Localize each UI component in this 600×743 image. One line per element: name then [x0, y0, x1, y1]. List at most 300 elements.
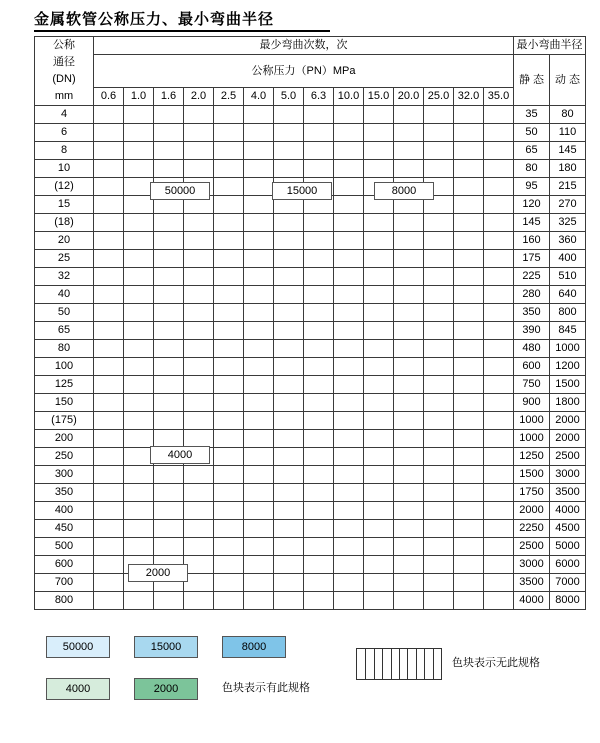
- matrix-cell: [394, 340, 424, 358]
- matrix-cell: [244, 574, 274, 592]
- matrix-cell: [364, 268, 394, 286]
- matrix-cell: [184, 106, 214, 124]
- matrix-cell: [274, 250, 304, 268]
- matrix-cell: [484, 178, 514, 196]
- matrix-cell: [364, 376, 394, 394]
- row-dn-40: 40: [35, 286, 94, 304]
- legend-swatch-2000: 2000: [134, 678, 198, 700]
- row-dynamic-radius: 7000: [550, 574, 586, 592]
- table-row: [35, 394, 586, 412]
- row-static-radius: 1750: [514, 484, 550, 502]
- row-static-radius: 145: [514, 214, 550, 232]
- matrix-cell: [124, 448, 154, 466]
- matrix-cell: [244, 358, 274, 376]
- matrix-cell: [214, 520, 244, 538]
- header-pressure-35.0: 35.0: [484, 88, 514, 106]
- row-dn-125: 125: [35, 376, 94, 394]
- matrix-cell: [154, 142, 184, 160]
- row-dn-4: 4: [35, 106, 94, 124]
- matrix-cell: [124, 520, 154, 538]
- table-row: [35, 268, 586, 286]
- matrix-cell: [364, 502, 394, 520]
- matrix-cell: [364, 250, 394, 268]
- matrix-cell: [214, 502, 244, 520]
- matrix-cell: [424, 268, 454, 286]
- row-dn-500: 500: [35, 538, 94, 556]
- row-dynamic-radius: 1200: [550, 358, 586, 376]
- matrix-cell: [454, 556, 484, 574]
- matrix-cell: [424, 394, 454, 412]
- row-static-radius: 600: [514, 358, 550, 376]
- matrix-cell: [454, 484, 484, 502]
- matrix-cell: [184, 520, 214, 538]
- matrix-cell: [394, 124, 424, 142]
- matrix-cell: [484, 196, 514, 214]
- table-row: [35, 502, 586, 520]
- matrix-cell: [154, 376, 184, 394]
- matrix-cell: [364, 340, 394, 358]
- matrix-cell: [94, 448, 124, 466]
- matrix-cell: [304, 466, 334, 484]
- header-pressure-1.0: 1.0: [124, 88, 154, 106]
- row-static-radius: 1000: [514, 430, 550, 448]
- matrix-cell: [304, 322, 334, 340]
- matrix-cell: [304, 520, 334, 538]
- matrix-cell: [214, 466, 244, 484]
- legend-swatch-50000: 50000: [46, 636, 110, 658]
- matrix-cell: [184, 484, 214, 502]
- matrix-cell: [154, 340, 184, 358]
- row-dynamic-radius: 270: [550, 196, 586, 214]
- matrix-cell: [394, 376, 424, 394]
- matrix-cell: [184, 502, 214, 520]
- matrix-cell: [334, 340, 364, 358]
- matrix-cell: [124, 124, 154, 142]
- matrix-cell: [424, 466, 454, 484]
- matrix-cell: [184, 430, 214, 448]
- matrix-cell: [124, 538, 154, 556]
- legend-note-empty: 色块表示无此规格: [452, 657, 540, 669]
- row-dynamic-radius: 640: [550, 286, 586, 304]
- matrix-cell: [364, 448, 394, 466]
- row-static-radius: 2500: [514, 538, 550, 556]
- row-dn-80: 80: [35, 340, 94, 358]
- matrix-cell: [184, 286, 214, 304]
- matrix-cell: [304, 484, 334, 502]
- matrix-cell: [484, 376, 514, 394]
- matrix-cell: [484, 124, 514, 142]
- row-static-radius: 900: [514, 394, 550, 412]
- matrix-cell: [154, 322, 184, 340]
- matrix-cell: [334, 232, 364, 250]
- header-pressure-4.0: 4.0: [244, 88, 274, 106]
- matrix-cell: [394, 214, 424, 232]
- matrix-cell: [154, 466, 184, 484]
- row-dn-450: 450: [35, 520, 94, 538]
- matrix-cell: [214, 124, 244, 142]
- matrix-cell: [484, 268, 514, 286]
- table-row: [35, 556, 586, 574]
- table-row: [35, 142, 586, 160]
- row-static-radius: 95: [514, 178, 550, 196]
- matrix-cell: [484, 232, 514, 250]
- matrix-cell: [424, 250, 454, 268]
- matrix-cell: [304, 574, 334, 592]
- matrix-cell: [94, 214, 124, 232]
- matrix-cell: [214, 538, 244, 556]
- matrix-cell: [364, 484, 394, 502]
- matrix-cell: [424, 538, 454, 556]
- matrix-cell: [154, 394, 184, 412]
- row-dynamic-radius: 1000: [550, 340, 586, 358]
- row-dn-600: 600: [35, 556, 94, 574]
- row-dynamic-radius: 1800: [550, 394, 586, 412]
- row-static-radius: 390: [514, 322, 550, 340]
- matrix-cell: [454, 520, 484, 538]
- matrix-cell: [364, 430, 394, 448]
- matrix-cell: [484, 502, 514, 520]
- matrix-cell: [274, 448, 304, 466]
- row-static-radius: 480: [514, 340, 550, 358]
- matrix-cell: [244, 448, 274, 466]
- matrix-cell: [454, 196, 484, 214]
- legend-hatch-line: [391, 649, 392, 679]
- row-static-radius: 35: [514, 106, 550, 124]
- row-dynamic-radius: 325: [550, 214, 586, 232]
- header-pressure-10.0: 10.0: [334, 88, 364, 106]
- matrix-cell: [124, 340, 154, 358]
- legend-hatch-line: [365, 649, 366, 679]
- matrix-cell: [184, 466, 214, 484]
- matrix-cell: [274, 574, 304, 592]
- matrix-cell: [334, 556, 364, 574]
- row-static-radius: 80: [514, 160, 550, 178]
- matrix-cell: [274, 340, 304, 358]
- matrix-cell: [214, 178, 244, 196]
- table-row: [35, 340, 586, 358]
- matrix-cell: [454, 376, 484, 394]
- legend-hatch-line: [374, 649, 375, 679]
- matrix-cell: [484, 412, 514, 430]
- matrix-cell: [184, 124, 214, 142]
- row-dn-25: 25: [35, 250, 94, 268]
- matrix-cell: [304, 106, 334, 124]
- matrix-cell: [94, 466, 124, 484]
- matrix-cell: [214, 430, 244, 448]
- row-static-radius: 2250: [514, 520, 550, 538]
- matrix-cell: [94, 556, 124, 574]
- matrix-cell: [124, 142, 154, 160]
- matrix-cell: [124, 358, 154, 376]
- matrix-cell: [214, 214, 244, 232]
- legend-swatch-15000: 15000: [134, 636, 198, 658]
- matrix-cell: [184, 304, 214, 322]
- matrix-cell: [244, 484, 274, 502]
- matrix-cell: [94, 106, 124, 124]
- matrix-cell: [94, 142, 124, 160]
- matrix-cell: [244, 286, 274, 304]
- header-pressure-6.3: 6.3: [304, 88, 334, 106]
- matrix-cell: [334, 124, 364, 142]
- matrix-cell: [364, 286, 394, 304]
- matrix-cell: [124, 412, 154, 430]
- matrix-cell: [484, 106, 514, 124]
- row-dynamic-radius: 845: [550, 322, 586, 340]
- matrix-cell: [214, 376, 244, 394]
- row-dn-65: 65: [35, 322, 94, 340]
- legend-hatch-line: [399, 649, 400, 679]
- matrix-cell: [484, 556, 514, 574]
- matrix-cell: [334, 178, 364, 196]
- matrix-cell: [244, 340, 274, 358]
- matrix-cell: [424, 376, 454, 394]
- row-dynamic-radius: 3000: [550, 466, 586, 484]
- matrix-cell: [424, 430, 454, 448]
- matrix-cell: [394, 592, 424, 610]
- row-static-radius: 175: [514, 250, 550, 268]
- header-dn-cell: [35, 37, 94, 106]
- row-static-radius: 4000: [514, 592, 550, 610]
- table-row: [35, 448, 586, 466]
- matrix-cell: [274, 466, 304, 484]
- matrix-cell: [484, 538, 514, 556]
- matrix-cell: [424, 358, 454, 376]
- matrix-cell: [214, 394, 244, 412]
- matrix-cell: [124, 286, 154, 304]
- matrix-cell: [154, 592, 184, 610]
- matrix-cell: [124, 178, 154, 196]
- header-row-1: [35, 37, 586, 55]
- matrix-cell: [364, 106, 394, 124]
- row-dynamic-radius: 6000: [550, 556, 586, 574]
- matrix-cell: [304, 556, 334, 574]
- matrix-cell: [394, 106, 424, 124]
- page-title: 金属软管公称压力、最小弯曲半径: [34, 10, 275, 28]
- matrix-cell: [244, 502, 274, 520]
- matrix-cell: [94, 232, 124, 250]
- matrix-cell: [424, 502, 454, 520]
- matrix-cell: [244, 268, 274, 286]
- matrix-cell: [274, 394, 304, 412]
- matrix-cell: [424, 142, 454, 160]
- matrix-cell: [484, 160, 514, 178]
- matrix-cell: [334, 106, 364, 124]
- row-static-radius: 350: [514, 304, 550, 322]
- table-row: [35, 466, 586, 484]
- matrix-cell: [424, 232, 454, 250]
- matrix-cell: [364, 538, 394, 556]
- matrix-cell: [154, 358, 184, 376]
- header-dn-line-1: 公称: [53, 39, 75, 51]
- matrix-cell: [364, 466, 394, 484]
- matrix-cell: [424, 160, 454, 178]
- row-static-radius: 3000: [514, 556, 550, 574]
- matrix-cell: [394, 232, 424, 250]
- matrix-cell: [94, 340, 124, 358]
- matrix-cell: [484, 430, 514, 448]
- matrix-cell: [184, 538, 214, 556]
- matrix-cell: [244, 196, 274, 214]
- matrix-cell: [94, 430, 124, 448]
- matrix-cell: [124, 592, 154, 610]
- matrix-cell: [424, 574, 454, 592]
- matrix-cell: [364, 520, 394, 538]
- matrix-cell: [304, 376, 334, 394]
- matrix-cell: [304, 160, 334, 178]
- matrix-cell: [214, 160, 244, 178]
- matrix-cell: [154, 538, 184, 556]
- header-pressure-2.5: 2.5: [214, 88, 244, 106]
- row-dn-100: 100: [35, 358, 94, 376]
- callout-15000: 15000: [272, 182, 332, 200]
- header-pressure-32.0: 32.0: [454, 88, 484, 106]
- matrix-cell: [244, 214, 274, 232]
- header-pressure-25.0: 25.0: [424, 88, 454, 106]
- row-dynamic-radius: 4500: [550, 520, 586, 538]
- matrix-cell: [364, 322, 394, 340]
- row-static-radius: 50: [514, 124, 550, 142]
- matrix-cell: [454, 286, 484, 304]
- matrix-cell: [304, 142, 334, 160]
- matrix-cell: [184, 574, 214, 592]
- matrix-cell: [244, 232, 274, 250]
- matrix-cell: [424, 484, 454, 502]
- matrix-cell: [334, 304, 364, 322]
- matrix-cell: [424, 412, 454, 430]
- matrix-cell: [304, 538, 334, 556]
- matrix-cell: [484, 322, 514, 340]
- matrix-cell: [424, 340, 454, 358]
- matrix-cell: [274, 160, 304, 178]
- matrix-cell: [454, 250, 484, 268]
- header-bend-count: 最少弯曲次数，次: [94, 37, 514, 55]
- matrix-cell: [334, 430, 364, 448]
- matrix-cell: [124, 502, 154, 520]
- matrix-cell: [484, 358, 514, 376]
- matrix-cell: [214, 232, 244, 250]
- matrix-cell: [304, 250, 334, 268]
- matrix-cell: [184, 142, 214, 160]
- matrix-cell: [214, 574, 244, 592]
- legend-swatch-4000: 4000: [46, 678, 110, 700]
- matrix-cell: [94, 358, 124, 376]
- matrix-cell: [184, 556, 214, 574]
- matrix-cell: [244, 394, 274, 412]
- matrix-cell: [274, 286, 304, 304]
- matrix-cell: [274, 106, 304, 124]
- matrix-cell: [394, 286, 424, 304]
- matrix-cell: [454, 340, 484, 358]
- matrix-cell: [424, 448, 454, 466]
- callout-2000: 2000: [128, 564, 188, 582]
- matrix-cell: [274, 322, 304, 340]
- legend-swatch-8000: 8000: [222, 636, 286, 658]
- matrix-cell: [244, 412, 274, 430]
- legend-note-color: 色块表示有此规格: [222, 682, 310, 694]
- matrix-cell: [424, 592, 454, 610]
- row-dynamic-radius: 2000: [550, 412, 586, 430]
- matrix-cell: [214, 412, 244, 430]
- matrix-cell: [94, 484, 124, 502]
- header-pressure-5.0: 5.0: [274, 88, 304, 106]
- matrix-cell: [304, 340, 334, 358]
- row-dn-8: 8: [35, 142, 94, 160]
- header-radius-dynamic: 动 态: [550, 55, 586, 106]
- row-dn-(18): (18): [35, 214, 94, 232]
- callout-4000: 4000: [150, 446, 210, 464]
- matrix-cell: [244, 556, 274, 574]
- matrix-cell: [334, 358, 364, 376]
- matrix-cell: [214, 106, 244, 124]
- matrix-cell: [304, 124, 334, 142]
- matrix-cell: [424, 304, 454, 322]
- matrix-cell: [334, 574, 364, 592]
- matrix-cell: [454, 466, 484, 484]
- matrix-cell: [394, 394, 424, 412]
- matrix-cell: [184, 160, 214, 178]
- matrix-cell: [304, 448, 334, 466]
- matrix-cell: [244, 304, 274, 322]
- matrix-cell: [334, 142, 364, 160]
- matrix-cell: [454, 322, 484, 340]
- matrix-cell: [244, 520, 274, 538]
- matrix-cell: [154, 160, 184, 178]
- row-dn-32: 32: [35, 268, 94, 286]
- matrix-cell: [154, 106, 184, 124]
- spec-table: [34, 36, 586, 610]
- row-dynamic-radius: 215: [550, 178, 586, 196]
- matrix-cell: [214, 340, 244, 358]
- matrix-cell: [334, 466, 364, 484]
- matrix-cell: [394, 502, 424, 520]
- matrix-cell: [394, 556, 424, 574]
- matrix-cell: [244, 106, 274, 124]
- matrix-cell: [484, 250, 514, 268]
- matrix-cell: [394, 484, 424, 502]
- legend-hatch-line: [424, 649, 425, 679]
- matrix-cell: [454, 178, 484, 196]
- matrix-cell: [424, 124, 454, 142]
- matrix-cell: [364, 412, 394, 430]
- matrix-cell: [454, 232, 484, 250]
- matrix-cell: [274, 214, 304, 232]
- matrix-cell: [454, 448, 484, 466]
- matrix-cell: [244, 376, 274, 394]
- matrix-cell: [214, 196, 244, 214]
- matrix-cell: [334, 412, 364, 430]
- table-row: [35, 232, 586, 250]
- matrix-cell: [244, 430, 274, 448]
- matrix-cell: [394, 412, 424, 430]
- header-pressure-0.6: 0.6: [94, 88, 124, 106]
- matrix-cell: [184, 232, 214, 250]
- matrix-cell: [274, 502, 304, 520]
- matrix-cell: [184, 394, 214, 412]
- matrix-cell: [274, 412, 304, 430]
- row-static-radius: 2000: [514, 502, 550, 520]
- title-underline: [34, 30, 330, 32]
- matrix-cell: [424, 520, 454, 538]
- matrix-cell: [154, 268, 184, 286]
- header-row-2: [35, 55, 586, 88]
- table-row: [35, 592, 586, 610]
- matrix-cell: [274, 124, 304, 142]
- matrix-cell: [94, 538, 124, 556]
- matrix-cell: [154, 286, 184, 304]
- row-dn-50: 50: [35, 304, 94, 322]
- matrix-cell: [484, 304, 514, 322]
- header-radius: 最小弯曲半径: [514, 37, 586, 55]
